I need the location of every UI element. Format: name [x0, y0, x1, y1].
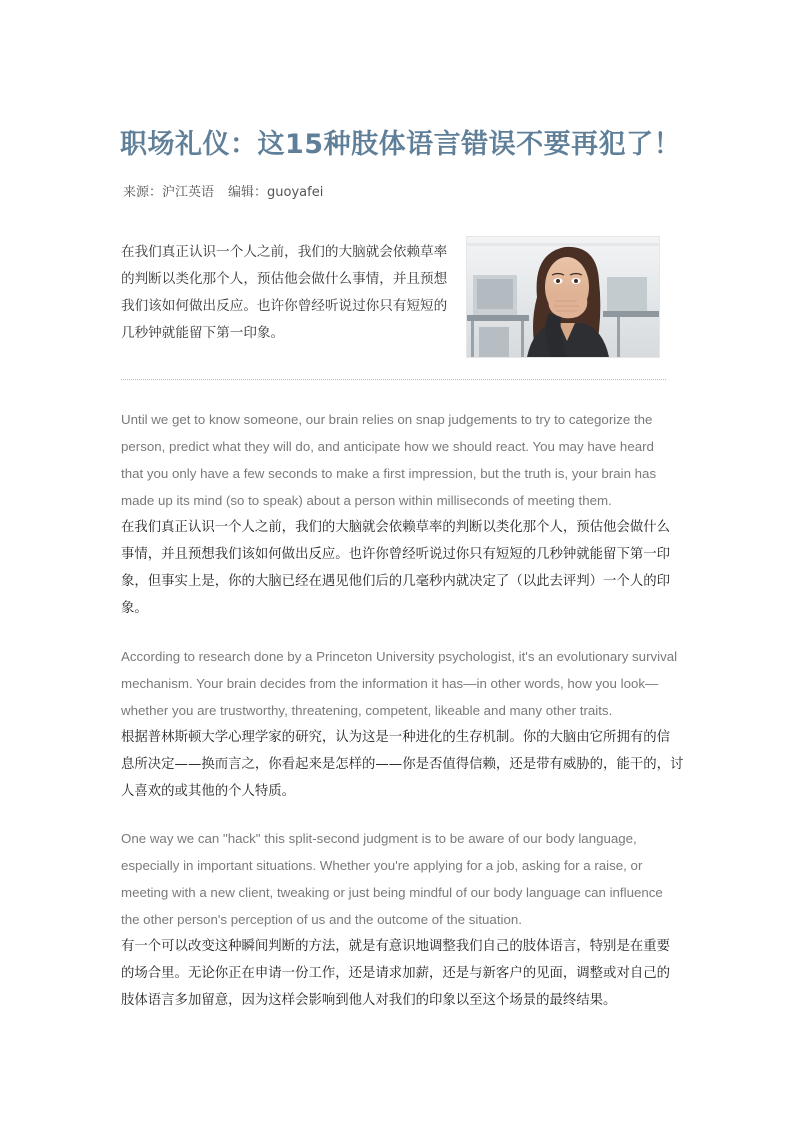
- surprised-woman-photo: [466, 236, 660, 358]
- editor-label: 编辑：guoyafei: [228, 185, 324, 200]
- english-line: made up its mind (so to speak) about a person within milliseconds of meeting them.: [121, 493, 612, 508]
- chinese-line: 肢体语言多加留意，因为这样会影响到他人对我们的印象以至这个场景的最终结果。: [121, 993, 617, 1008]
- chinese-line: 的场合里。无论你正在申请一份工作，还是请求加薪，还是与新客户的见面，调整或对自己的: [121, 966, 671, 981]
- english-line: whether you are trustworthy, threatening, competent, likeable and many other traits.: [121, 703, 613, 718]
- chinese-line: 在我们真正认识一个人之前，我们的大脑就会依赖草率的判断以类化那个人，预估他会做什么: [121, 520, 671, 535]
- chinese-line: 象。: [121, 601, 148, 616]
- chinese-line: 有一个可以改变这种瞬间判断的方法，就是有意识地调整我们自己的肢体语言，特别是在重要: [121, 939, 671, 954]
- english-line: that you only have a few seconds to make a first impression, but the truth is, your brain has: [121, 466, 657, 481]
- english-line: person, predict what they will do, and anticipate how we should react. You may have heard: [121, 439, 654, 454]
- chinese-text: [121, 724, 684, 805]
- paragraph-3: [121, 825, 677, 1014]
- chinese-line: 息所决定——换而言之，你看起来是怎样的——你是否值得信赖，还是带有威胁的，能干的，讨: [121, 757, 684, 772]
- intro-line: 几秒钟就能留下第一印象。: [121, 325, 285, 341]
- english-line: One way we can "hack" this split-second judgment is to be aware of our body language,: [121, 831, 637, 846]
- paragraph-1: [121, 406, 677, 622]
- english-line: meeting with a new client, tweaking or just being mindful of our body language can influence: [121, 885, 663, 900]
- english-line: Until we get to know someone, our brain relies on snap judgements to try to categorize the: [121, 412, 653, 427]
- chinese-line: 人喜欢的或其他的个人特质。: [121, 784, 296, 799]
- english-line: the other person's perception of us and the outcome of the situation.: [121, 912, 522, 927]
- chinese-text: [121, 933, 677, 1014]
- english-text: [121, 643, 677, 724]
- english-text: [121, 825, 677, 933]
- source-label: 来源：沪江英语: [123, 185, 215, 200]
- english-line: According to research done by a Princeton University psychologist, it's an evolutionary survival: [121, 649, 678, 664]
- english-line: mechanism. Your brain decides from the information it has—in other words, how you look—: [121, 676, 659, 691]
- chinese-line: 象，但事实上是，你的大脑已经在遇见他们后的几毫秒内就决定了（以此去评判）一个人的印: [121, 574, 671, 589]
- intro-summary: [121, 239, 457, 347]
- intro-line: 我们该如何做出反应。也许你曾经听说过你只有短短的: [121, 298, 448, 314]
- english-line: especially in important situations. Whether you're applying for a job, asking for a raise, or: [121, 858, 643, 873]
- chinese-line: 事情，并且预想我们该如何做出反应。也许你曾经听说过你只有短短的几秒钟就能留下第一印: [121, 547, 671, 562]
- intro-line: 在我们真正认识一个人之前，我们的大脑就会依赖草率: [121, 244, 448, 260]
- intro-line: 的判断以类化那个人，预估他会做什么事情，并且预想: [121, 271, 448, 287]
- chinese-line: 根据普林斯顿大学心理学家的研究，认为这是一种进化的生存机制。你的大脑由它所拥有的信: [121, 730, 671, 745]
- article-meta: [123, 181, 323, 200]
- section-divider: [121, 379, 666, 380]
- paragraph-2: [121, 643, 684, 805]
- chinese-text: [121, 514, 677, 622]
- english-text: [121, 406, 677, 514]
- article-title: 职场礼仪：这15种肢体语言错误不要再犯了！: [120, 129, 682, 160]
